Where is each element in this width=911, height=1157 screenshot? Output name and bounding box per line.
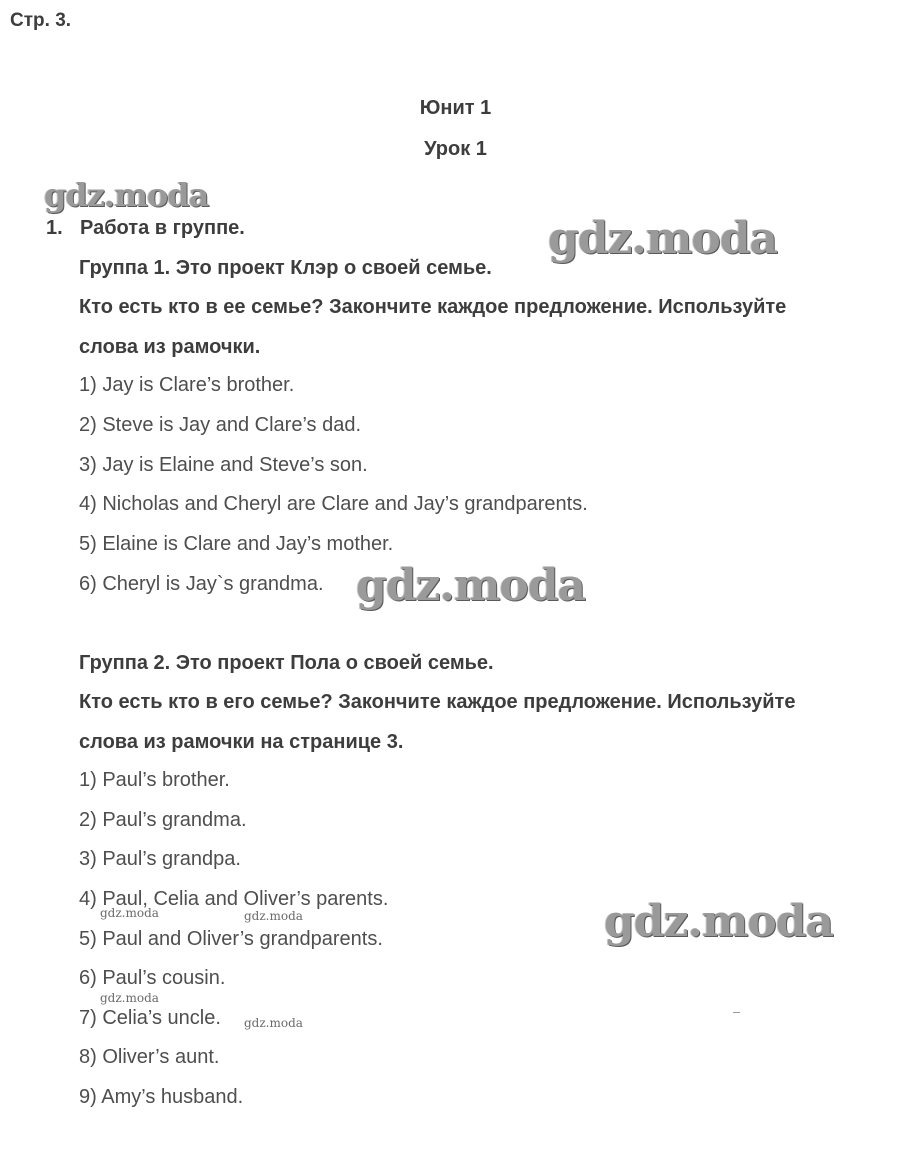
group2-instruction-line1: Кто есть кто в его семье? Закончите каждое предложение. Используйте: [79, 691, 796, 713]
group2-answer: 8) Oliver’s aunt.: [79, 1046, 220, 1068]
watermark-logo: gdz.moda: [244, 909, 303, 923]
group2-answer: 4) Paul, Celia and Oliver’s parents.: [79, 888, 389, 910]
group2-answer: 6) Paul’s cousin.: [79, 967, 226, 989]
group2-answer: 9) Amy’s husband.: [79, 1086, 244, 1108]
lesson-title: Урок 1: [424, 138, 487, 160]
group1-instruction-line2: слова из рамочки.: [79, 336, 261, 358]
unit-title: Юнит 1: [419, 97, 492, 119]
page-number: Стр. 3.: [10, 10, 72, 31]
group2-heading: Группа 2. Это проект Пола о своей семье.: [79, 652, 494, 674]
group1-instruction-line1: Кто есть кто в ее семье? Закончите каждое предложение. Используйте: [79, 296, 787, 318]
group1-answer: 4) Nicholas and Cheryl are Clare and Jay’s grandparents.: [79, 493, 588, 515]
watermark-logo: gdz.moda: [548, 213, 778, 264]
watermark-logo: gdz.moda: [44, 176, 209, 214]
group1-answer: 2) Steve is Jay and Clare’s dad.: [79, 414, 362, 436]
watermark-logo: gdz.moda: [100, 906, 159, 920]
group1-answer: 5) Elaine is Clare and Jay’s mother.: [79, 533, 394, 555]
task-title: Работа в группе.: [80, 217, 245, 239]
group2-instruction-line2: слова из рамочки на странице 3.: [79, 731, 404, 753]
group1-heading: Группа 1. Это проект Клэр о своей семье.: [79, 257, 492, 279]
watermark-logo: gdz.moda: [604, 896, 834, 947]
group2-answer: 5) Paul and Oliver’s grandparents.: [79, 928, 383, 950]
group2-answer: 3) Paul’s grandpa.: [79, 848, 241, 870]
stray-mark: [733, 1012, 740, 1013]
group2-answer: 2) Paul’s grandma.: [79, 809, 247, 831]
watermark-logo: gdz.moda: [356, 560, 586, 611]
group1-answer: 1) Jay is Clare’s brother.: [79, 374, 295, 396]
group2-answer: 7) Celia’s uncle.: [79, 1007, 221, 1029]
watermark-logo: gdz.moda: [100, 991, 159, 1005]
group1-answer: 3) Jay is Elaine and Steve’s son.: [79, 454, 368, 476]
task-number: 1.: [46, 217, 63, 239]
group2-answer: 1) Paul’s brother.: [79, 769, 230, 791]
group1-answer: 6) Cheryl is Jay`s grandma.: [79, 573, 324, 595]
watermark-logo: gdz.moda: [244, 1016, 303, 1030]
